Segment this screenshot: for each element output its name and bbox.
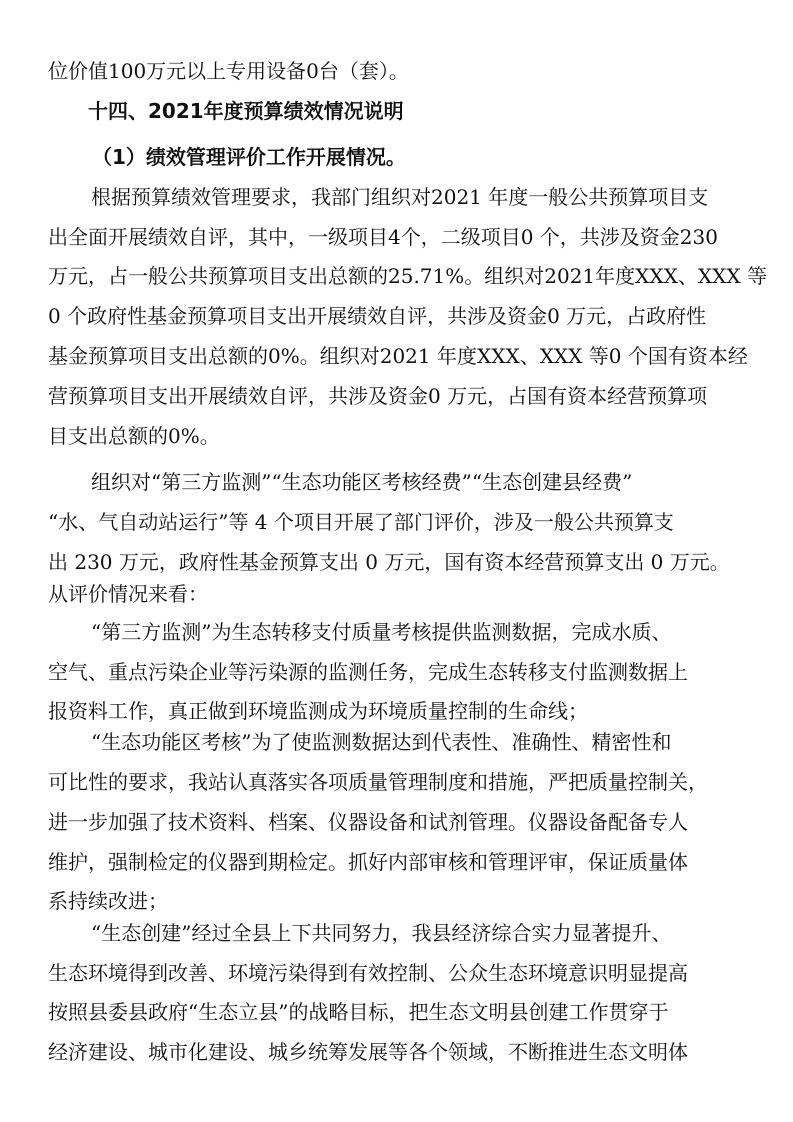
paragraph-line: 基金预算项目支出总额的0%。组织对2021 年度XXX、XXX 等0 个国有资本经 (48, 344, 748, 368)
paragraph-line: 万元，占一般公共预算项目支出总额的25.71%。组织对2021年度XXX、XXX 等 (48, 264, 767, 288)
paragraph-line: 组织对“第三方监测”“生态功能区考核经费”“生态创建县经费” (91, 470, 633, 494)
paragraph-line: 出全面开展绩效自评，其中，一级项目4个，二级项目0 个，共涉及资金230 (48, 225, 718, 249)
paragraph-line: 报资料工作，真正做到环境监测成为环境质量控制的生命线； (48, 699, 588, 723)
paragraph-line: 空气、重点污染企业等污染源的监测任务，完成生态转移支付监测数据上 (48, 660, 688, 684)
paragraph-line: 经济建设、城市化建设、城乡统筹发展等各个领域，不断推进生态文明体 (48, 1040, 688, 1064)
paragraph-line: 0 个政府性基金预算项目支出开展绩效自评，共涉及资金0 万元，占政府性 (48, 304, 707, 328)
paragraph-line: 营预算项目支出开展绩效自评，共涉及资金0 万元，占国有资本经营预算项 (48, 384, 708, 408)
paragraph-line: 根据预算绩效管理要求，我部门组织对2021 年度一般公共预算项目支 (91, 185, 709, 209)
paragraph-line: 按照县委县政府“生态立县”的战略目标，把生态文明县创建工作贯穿于 (48, 1000, 669, 1024)
paragraph-line: 维护，强制检定的仪器到期检定。抓好内部审核和管理评审，保证质量体 (48, 850, 688, 874)
paragraph-line: 生态环境得到改善、环境污染得到有效控制、公众生态环境意识明显提高 (48, 961, 688, 985)
paragraph-line: 进一步加强了技术资料、档案、仪器设备和试剂管理。仪器设备配备专人 (48, 810, 688, 834)
paragraph-line: 目支出总额的0%。 (48, 424, 220, 448)
paragraph-line: “生态功能区考核”为了使监测数据达到代表性、准确性、精密性和 (91, 730, 672, 754)
paragraph-line: 位价值100万元以上专用设备0台（套）。 (48, 59, 409, 83)
paragraph-line: 出 230 万元，政府性基金预算支出 0 万元，国有资本经营预算支出 0 万元。 (48, 550, 730, 574)
section-heading: 十四、2021年度预算绩效情况说明 (88, 99, 404, 123)
paragraph-line: 可比性的要求，我站认真落实各项质量管理制度和措施，严把质量控制关， (48, 770, 708, 794)
paragraph-line: “水、气自动站运行”等 4 个项目开展了部门评价，涉及一般公共预算支 (48, 510, 674, 534)
paragraph-line: “第三方监测”为生态转移支付质量考核提供监测数据，完成水质、 (91, 620, 672, 644)
paragraph-line: 从评价情况来看： (48, 582, 208, 606)
paragraph-line: 系持续改进； (48, 889, 168, 913)
subsection-heading: （1）绩效管理评价工作开展情况。 (92, 145, 406, 169)
paragraph-line: “生态创建”经过全县上下共同努力，我县经济综合实力显著提升、 (91, 921, 672, 945)
